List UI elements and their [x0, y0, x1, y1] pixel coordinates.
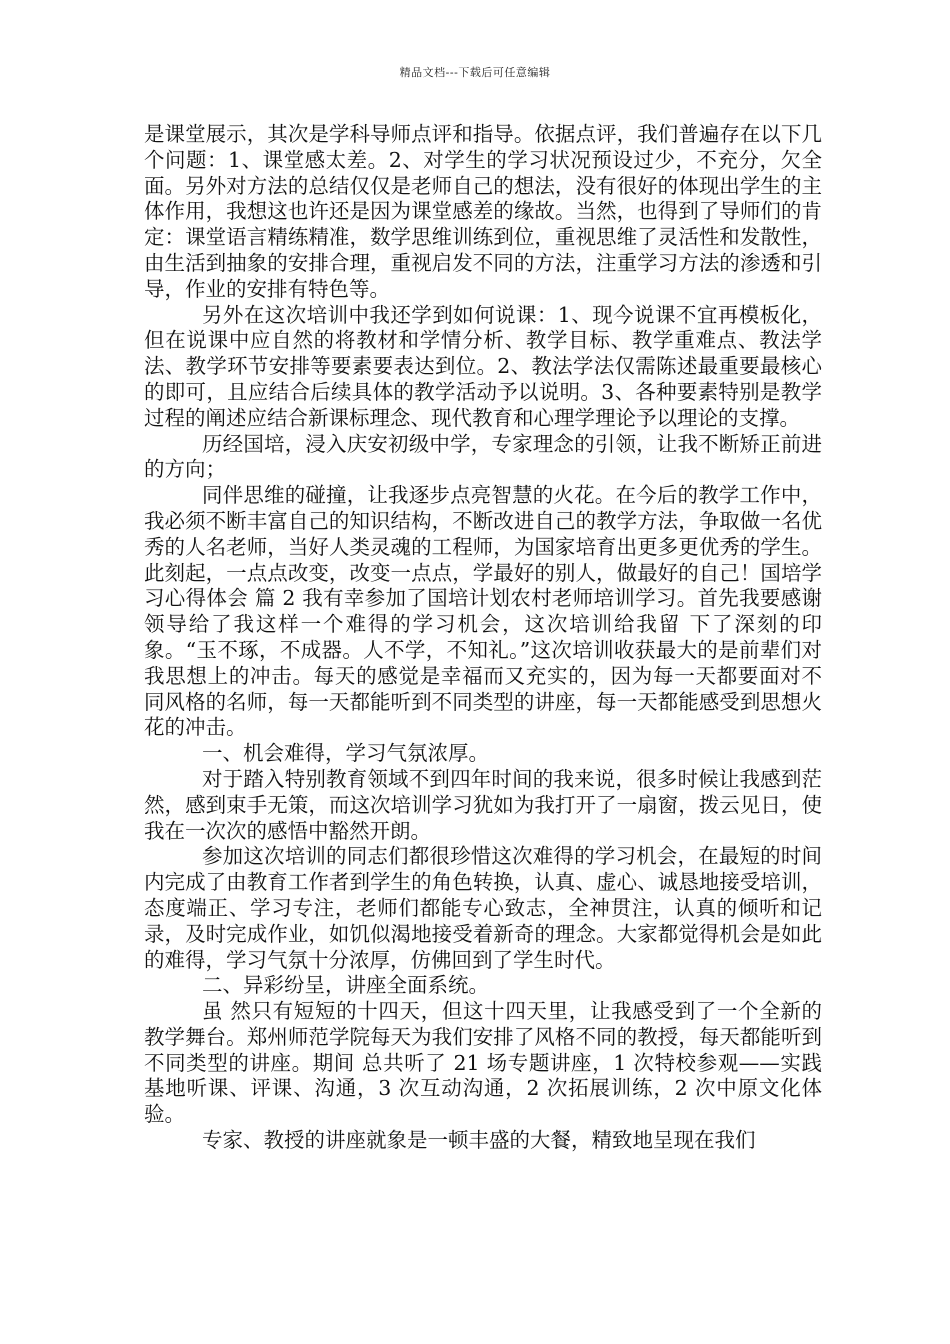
paragraph: 另外在这次培训中我还学到如何说课：1、现今说课不宜再模板化，但在说课中应自然的将教材和学情分析、教学目标、教学重难点、教法学法、教学环节安排等要素要表达到位。2、教法学法仅需陈述最重要最核心的即可，且应结合后续具体的教学活动予以说明。3、各种要素特别是教学过程的阐述应结合新课标理念、现代教育和心理学理论予以理论的支撑。	[144, 302, 822, 430]
paragraph: 历经国培，浸入庆安初级中学，专家理念的引领，让我不断矫正前进的方向；	[144, 431, 822, 482]
section-heading: 二、异彩纷呈，讲座全面系统。	[202, 973, 489, 998]
page-header: 精品文档---下载后可任意编辑	[399, 66, 551, 79]
paragraph: 是课堂展示，其次是学科导师点评和指导。依据点评，我们普遍存在以下几个问题：1、课堂感太差。2、对学生的学习状况预设过少，不充分，欠全面。另外对方法的总结仅仅是老师自己的想法，没有很好的体现出学生的主体作用，我想这也许还是因为课堂感差的缘故。当然，也得到了导师们的肯定：课堂语言精练精准，数学思维训练到位，重视思维了灵活性和发散性，由生活到抽象的安排合理，重视启发不同的方法，注重学习方法的渗透和引导，作业的安排有特色等。	[144, 122, 822, 301]
paragraph: 对于踏入特别教育领域不到四年时间的我来说，很多时候让我感到茫然，感到束手无策，而这次培训学习犹如为我打开了一扇窗，拨云见日，使我在一次次的感悟中豁然开朗。	[144, 766, 822, 843]
paragraph: 专家、教授的讲座就象是一顿丰盛的大餐，精致地呈现在我们	[202, 1128, 756, 1153]
document-body	[144, 122, 822, 1154]
paragraph: 同伴思维的碰撞，让我逐步点亮智慧的火花。在今后的教学工作中，我必须不断丰富自己的知识结构，不断改进自己的教学方法，争取做一名优秀的人名老师，当好人类灵魂的工程师，为国家培育出更多更优秀的学生。此刻起，一点点改变，改变一点点，学最好的别人，做最好的自己！国培学习心得体会 篇 2 我有幸参加了国培计划农村老师培训学习。首先我要感谢领导给了我这样一个难得的学习机会，这次培训给我留 下了深刻的印象。“玉不琢，不成器。人不学，不知礼。”这次培训收获最大的是前辈们对我思想上的冲击。每天的感觉是幸福而又充实的，因为每一天都要面对不 同风格的名师，每一天都能听到不同类型的讲座，每一天都能感受到思想火花的冲击。	[144, 483, 822, 740]
paragraph: 虽 然只有短短的十四天，但这十四天里，让我感受到了一个全新的教学舞台。郑州师范学院每天为我们安排了风格不同的教授，每天都能听到不同类型的讲座。期间 总共听了 21 场专题讲座，1 次特校参观——实践基地听课、评课、沟通，3 次互动沟通，2 次拓展训练，2 次中原文化体验。	[144, 999, 822, 1127]
paragraph: 参加这次培训的同志们都很珍惜这次难得的学习机会，在最短的时间内完成了由教育工作者到学生的角色转换，认真、虚心、诚恳地接受培训，态度端正、学习专注，老师们都能专心致志，全神贯注，认真的倾听和记录，及时完成作业，如饥似渴地接受着新奇的理念。大家都觉得机会是如此的难得，学习气氛十分浓厚，仿佛回到了学生时代。	[144, 844, 822, 972]
section-heading: 一、机会难得，学习气氛浓厚。	[202, 741, 489, 766]
